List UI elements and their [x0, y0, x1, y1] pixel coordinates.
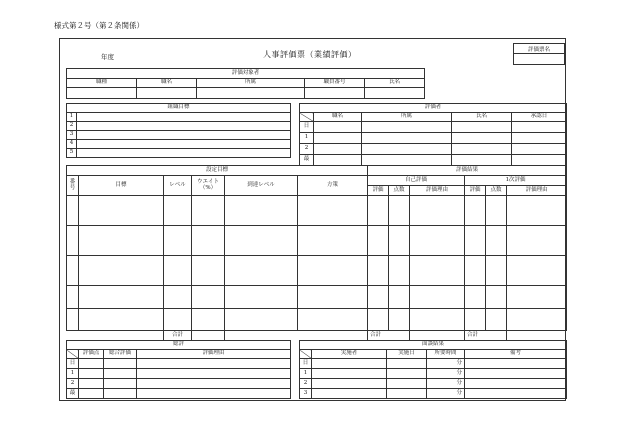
evaluator-approval-date-field[interactable]	[512, 155, 567, 166]
overall-reason-field[interactable]	[137, 369, 291, 379]
overall-col-points: 評価点	[79, 350, 104, 359]
overall-rating-field[interactable]	[104, 389, 137, 399]
interview-remarks-field[interactable]	[465, 389, 567, 399]
self-total-label: 合計	[368, 331, 410, 341]
interview-conductor-field[interactable]	[312, 359, 387, 369]
subject-department-field[interactable]	[197, 88, 305, 99]
goal-row	[67, 196, 567, 226]
goal-weight-field[interactable]	[192, 196, 225, 226]
self-score-field[interactable]	[389, 286, 410, 309]
self-score-field[interactable]	[389, 196, 410, 226]
goals-col-measures: 方策	[298, 176, 368, 196]
interview-remarks-field[interactable]	[465, 369, 567, 379]
org-goal-field[interactable]	[77, 122, 291, 131]
form-number-caption: 様式第２号（第２条関係）	[54, 21, 144, 30]
overall-col-total-rating: 総合評価	[104, 350, 137, 359]
interview-col-remarks: 備考	[465, 350, 567, 359]
overall-reason-field[interactable]	[137, 389, 291, 399]
goal-target-level-field[interactable]	[225, 286, 298, 309]
goal-row	[67, 286, 567, 309]
goal-field[interactable]	[79, 256, 164, 286]
goal-target-level-field[interactable]	[225, 256, 298, 286]
fiscal-year-label: 年度	[101, 53, 114, 61]
goal-target-level-field[interactable]	[225, 309, 298, 331]
goal-level-field[interactable]	[164, 196, 192, 226]
goal-number-field[interactable]	[67, 226, 79, 256]
self-col-rating: 評価	[368, 186, 389, 196]
overall-rating-field[interactable]	[104, 379, 137, 389]
self-col-reason: 評価理由	[410, 186, 465, 196]
interview-col-duration: 所要時間	[427, 350, 465, 359]
goal-measures-field[interactable]	[298, 226, 368, 256]
subject-job-type-field[interactable]	[67, 88, 137, 99]
self-reason-field[interactable]	[410, 286, 465, 309]
goal-number-field[interactable]	[67, 286, 79, 309]
overall-points-field[interactable]	[79, 389, 104, 399]
goal-field[interactable]	[79, 196, 164, 226]
subject-position-field[interactable]	[137, 88, 197, 99]
evaluators-col-position: 職名	[314, 113, 362, 122]
overall-rating-field[interactable]	[104, 369, 137, 379]
first-reason-field[interactable]	[507, 196, 567, 226]
interview-table	[299, 340, 567, 399]
goals-col-number: 番 号	[67, 176, 79, 196]
interview-duration-field[interactable]: 分	[427, 359, 465, 369]
goal-target-level-field[interactable]	[225, 196, 298, 226]
interview-conductor-field[interactable]	[312, 379, 387, 389]
subject-col-name: 氏名	[365, 79, 425, 88]
first-score-field[interactable]	[486, 286, 507, 309]
evaluator-row-label: 1	[300, 133, 314, 144]
interview-remarks-field[interactable]	[465, 359, 567, 369]
goal-field[interactable]	[79, 286, 164, 309]
overall-points-field[interactable]	[79, 379, 104, 389]
interview-conductor-field[interactable]	[312, 389, 387, 399]
goal-field[interactable]	[79, 226, 164, 256]
results-first-header: 1次評価	[465, 176, 567, 186]
subject-name-field[interactable]	[365, 88, 425, 99]
goal-weight-field[interactable]	[192, 286, 225, 309]
form-title: 人事評価票（業績評価）	[263, 50, 357, 59]
subject-col-employee-no: 職員番号	[305, 79, 365, 88]
evaluator-row-label: 最	[300, 155, 314, 166]
interview-date-field[interactable]	[387, 389, 427, 399]
first-rating-field[interactable]	[465, 226, 486, 256]
self-reason-field[interactable]	[410, 226, 465, 256]
org-goal-field[interactable]	[77, 131, 291, 140]
overall-points-field[interactable]	[79, 359, 104, 369]
self-score-field[interactable]	[389, 309, 410, 331]
evaluator-approval-date-field[interactable]	[512, 144, 567, 155]
interview-conductor-field[interactable]	[312, 369, 387, 379]
self-rating-field[interactable]	[368, 286, 389, 309]
self-reason-field[interactable]	[410, 196, 465, 226]
interview-col-date: 実施日	[387, 350, 427, 359]
goals-col-level: レベル	[164, 176, 192, 196]
overall-corner	[67, 350, 79, 359]
goal-weight-field[interactable]	[192, 256, 225, 286]
interview-date-field[interactable]	[387, 359, 427, 369]
org-goal-number: 3	[67, 131, 77, 140]
overall-reason-field[interactable]	[137, 379, 291, 389]
first-reason-field[interactable]	[507, 309, 567, 331]
evaluator-name-field[interactable]	[452, 122, 512, 133]
overall-table	[66, 340, 291, 399]
first-rating-field[interactable]	[465, 256, 486, 286]
self-reason-field[interactable]	[410, 256, 465, 286]
evaluator-approval-date-field[interactable]	[512, 133, 567, 144]
org-goal-number: 5	[67, 149, 77, 158]
overall-row-label: 最	[67, 389, 79, 399]
goal-field[interactable]	[79, 309, 164, 331]
overall-row-label: 1	[67, 369, 79, 379]
evaluators-col-name: 氏名	[452, 113, 512, 122]
evaluator-approval-date-field[interactable]	[512, 122, 567, 133]
goal-row	[67, 256, 567, 286]
evaluator-department-field[interactable]	[362, 122, 452, 133]
evaluator-department-field[interactable]	[362, 155, 452, 166]
sheet-name-field[interactable]	[514, 54, 565, 65]
sheet-name-box	[513, 43, 565, 65]
interview-row-label: 1	[300, 369, 312, 379]
self-rating-field[interactable]	[368, 309, 389, 331]
interview-row-label: 3	[300, 389, 312, 399]
goal-number-field[interactable]	[67, 309, 79, 331]
goal-level-field[interactable]	[164, 226, 192, 256]
first-reason-field[interactable]	[507, 256, 567, 286]
goal-measures-field[interactable]	[298, 309, 368, 331]
interview-duration-field[interactable]: 分	[427, 369, 465, 379]
evaluator-position-field[interactable]	[314, 133, 362, 144]
goals-results-table	[66, 165, 567, 341]
results-self-header: 自己評価	[368, 176, 465, 186]
evaluators-col-approval-date: 承認日	[512, 113, 567, 122]
org-goal-number: 2	[67, 122, 77, 131]
first-reason-field[interactable]	[507, 286, 567, 309]
first-rating-field[interactable]	[465, 286, 486, 309]
goal-number-field[interactable]	[67, 196, 79, 226]
interview-duration-field[interactable]: 分	[427, 379, 465, 389]
org-goals-header: 組織目標	[67, 104, 291, 113]
goals-total-label: 合計	[164, 331, 192, 341]
interview-date-field[interactable]	[387, 369, 427, 379]
first-score-field[interactable]	[486, 196, 507, 226]
goal-row	[67, 226, 567, 256]
overall-row-label: 2	[67, 379, 79, 389]
subject-col-department: 所属	[197, 79, 305, 88]
first-score-field[interactable]	[486, 256, 507, 286]
goal-level-field[interactable]	[164, 256, 192, 286]
evaluator-position-field[interactable]	[314, 122, 362, 133]
self-rating-field[interactable]	[368, 196, 389, 226]
overall-points-field[interactable]	[79, 369, 104, 379]
self-col-score: 点数	[389, 186, 410, 196]
overall-col-reason: 評価理由	[137, 350, 291, 359]
overall-row-label: 日	[67, 359, 79, 369]
org-goal-field[interactable]	[77, 113, 291, 122]
overall-header: 総評	[67, 341, 291, 350]
overall-rating-field[interactable]	[104, 359, 137, 369]
org-goal-number: 1	[67, 113, 77, 122]
goal-weight-field[interactable]	[192, 226, 225, 256]
interview-col-conductor: 実施者	[312, 350, 387, 359]
subject-header: 評価対象者	[67, 69, 425, 79]
results-header: 評価結果	[368, 166, 567, 176]
subject-col-position: 職名	[137, 79, 197, 88]
subject-employee-no-field[interactable]	[305, 88, 365, 99]
first-col-score: 点数	[486, 186, 507, 196]
subject-table	[66, 68, 425, 99]
evaluators-table	[299, 103, 567, 166]
evaluator-name-field[interactable]	[452, 133, 512, 144]
interview-row-label: 日	[300, 359, 312, 369]
org-goal-field[interactable]	[77, 140, 291, 149]
first-col-reason: 評価理由	[507, 186, 567, 196]
org-goal-field[interactable]	[77, 149, 291, 158]
org-goals-table	[66, 103, 291, 158]
goal-target-level-field[interactable]	[225, 226, 298, 256]
interview-remarks-field[interactable]	[465, 379, 567, 389]
subject-col-job-type: 職種	[67, 79, 137, 88]
first-score-field[interactable]	[486, 309, 507, 331]
goal-row	[67, 309, 567, 331]
goals-header: 設定目標	[67, 166, 368, 176]
goal-number-field[interactable]	[67, 256, 79, 286]
evaluator-name-field[interactable]	[452, 144, 512, 155]
first-total-label: 合計	[465, 331, 507, 341]
goal-measures-field[interactable]	[298, 256, 368, 286]
evaluator-department-field[interactable]	[362, 133, 452, 144]
interview-row-label: 2	[300, 379, 312, 389]
goals-col-weight: ウエイト （%）	[192, 176, 225, 196]
self-score-field[interactable]	[389, 256, 410, 286]
self-rating-field[interactable]	[368, 226, 389, 256]
evaluators-col-department: 所属	[362, 113, 452, 122]
interview-corner	[300, 350, 312, 359]
org-goal-number: 4	[67, 140, 77, 149]
evaluator-department-field[interactable]	[362, 144, 452, 155]
goals-col-target-level: 到達レベル	[225, 176, 298, 196]
evaluators-corner	[300, 113, 314, 122]
goals-total-weight-field[interactable]	[192, 331, 225, 341]
goal-level-field[interactable]	[164, 309, 192, 331]
goal-measures-field[interactable]	[298, 286, 368, 309]
overall-reason-field[interactable]	[137, 359, 291, 369]
goal-weight-field[interactable]	[192, 309, 225, 331]
first-score-field[interactable]	[486, 226, 507, 256]
goals-col-goal: 目標	[79, 176, 164, 196]
self-score-field[interactable]	[389, 226, 410, 256]
interview-duration-field[interactable]: 分	[427, 389, 465, 399]
first-reason-field[interactable]	[507, 226, 567, 256]
first-rating-field[interactable]	[465, 309, 486, 331]
interview-header: 面談結果	[300, 341, 567, 350]
evaluators-header: 評価者	[300, 104, 567, 113]
evaluator-name-field[interactable]	[452, 155, 512, 166]
goal-level-field[interactable]	[164, 286, 192, 309]
evaluator-position-field[interactable]	[314, 144, 362, 155]
first-rating-field[interactable]	[465, 196, 486, 226]
evaluator-position-field[interactable]	[314, 155, 362, 166]
first-col-rating: 評価	[465, 186, 486, 196]
goal-measures-field[interactable]	[298, 196, 368, 226]
self-rating-field[interactable]	[368, 256, 389, 286]
evaluator-row-label: 日	[300, 122, 314, 133]
interview-date-field[interactable]	[387, 379, 427, 389]
self-reason-field[interactable]	[410, 309, 465, 331]
sheet-name-label: 評価票名	[514, 44, 565, 54]
evaluator-row-label: 2	[300, 144, 314, 155]
